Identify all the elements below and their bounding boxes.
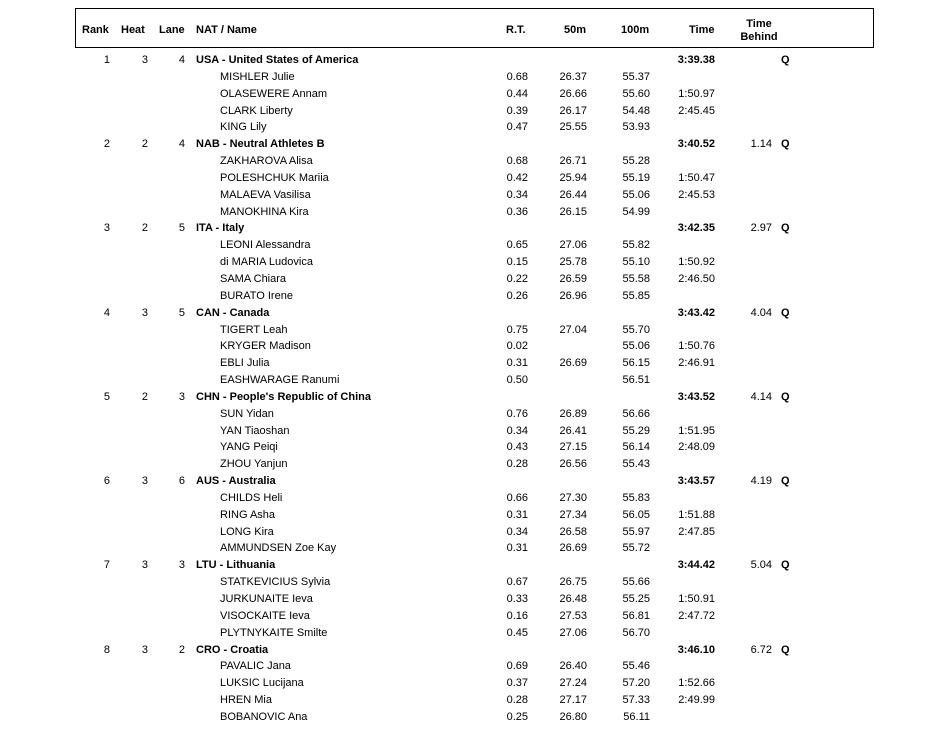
split-100m-cell: 55.72 [622, 542, 650, 555]
split-100m-cell: 56.05 [622, 508, 650, 521]
split-100m-cell: 57.20 [622, 677, 650, 690]
split-50m-cell: 26.69 [559, 542, 587, 555]
split-50m-cell: 26.17 [559, 104, 587, 117]
heat-header: Heat [121, 24, 145, 36]
cumulative-split-cell: 1:50.92 [678, 256, 715, 269]
team-name-cell: CRO - Croatia [196, 643, 269, 656]
split-50m-cell: 26.80 [559, 710, 587, 723]
reaction-time-cell: 0.76 [506, 407, 528, 420]
swimmer-row [0, 439, 944, 456]
swimmer-name-cell: CLARK Liberty [220, 104, 293, 117]
lane-cell: 4 [178, 138, 185, 151]
reaction-time-cell: 0.36 [506, 205, 528, 218]
cumulative-split-cell: 1:51.95 [678, 424, 715, 437]
team-row [0, 557, 944, 574]
reaction-time-cell: 0.67 [506, 576, 528, 589]
nat-name-header: NAT / Name [196, 24, 257, 36]
cumulative-split-cell: 1:50.91 [678, 593, 715, 605]
cumulative-split-cell: 2:48.09 [678, 441, 715, 454]
swimmer-name-cell: TIGERT Leah [220, 323, 288, 336]
swimmer-row [0, 507, 944, 524]
heat-cell: 2 [141, 138, 148, 151]
split-100m-cell: 55.29 [622, 424, 650, 437]
split-100m-cell: 55.06 [622, 340, 650, 353]
swimmer-row [0, 608, 944, 625]
split-50m-cell: 25.55 [559, 121, 587, 134]
swimmer-row [0, 204, 944, 221]
results-table-header [75, 8, 874, 48]
swimmer-row [0, 338, 944, 355]
results-table-body [0, 52, 944, 726]
swimmer-row [0, 709, 944, 726]
team-row [0, 473, 944, 490]
swimmer-name-cell: MANOKHINA Kira [220, 205, 309, 218]
heat-cell: 2 [141, 390, 148, 403]
swimmer-row [0, 675, 944, 692]
swimmer-row [0, 658, 944, 675]
swimmer-row [0, 119, 944, 136]
reaction-time-cell: 0.75 [506, 323, 528, 336]
swimmer-name-cell: di MARIA Ludovica [220, 256, 313, 269]
reaction-time-cell: 0.02 [506, 340, 528, 353]
100m-header: 100m [621, 24, 650, 36]
split-100m-cell: 56.14 [622, 441, 650, 454]
time-cell: 3:43.42 [677, 306, 715, 319]
swimmer-row [0, 170, 944, 187]
split-50m-cell: 26.66 [559, 87, 587, 100]
swimmer-name-cell: OLASEWERE Annam [220, 87, 327, 100]
reaction-time-cell: 0.45 [506, 626, 528, 639]
time-behind-header: Time Behind [740, 18, 778, 43]
split-100m-cell: 55.25 [622, 593, 650, 605]
time-cell: 3:42.35 [677, 222, 715, 235]
lane-cell: 5 [178, 306, 185, 319]
swimmer-row [0, 103, 944, 120]
swimmer-row [0, 591, 944, 608]
swimmer-name-cell: PAVALIC Jana [220, 660, 291, 673]
swimmer-name-cell: KRYGER Madison [220, 340, 311, 353]
split-100m-cell: 54.48 [622, 104, 650, 117]
reaction-time-cell: 0.34 [506, 525, 528, 538]
swimmer-row [0, 271, 944, 288]
time-behind-cell: 1.14 [750, 138, 772, 151]
rank-cell: 7 [103, 559, 110, 572]
swimmer-name-cell: EASHWARAGE Ranumi [220, 374, 340, 387]
qualification-mark: Q [781, 559, 790, 572]
swimmer-name-cell: LEONI Alessandra [220, 239, 311, 252]
reaction-time-cell: 0.26 [506, 289, 528, 302]
swimmer-name-cell: BOBANOVIC Ana [220, 710, 308, 723]
rank-cell: 5 [103, 390, 110, 403]
reaction-time-cell: 0.25 [506, 710, 528, 723]
swimmer-name-cell: BURATO Irene [220, 289, 293, 302]
swimmer-name-cell: MISHLER Julie [220, 70, 295, 83]
team-row [0, 642, 944, 659]
swimmer-row [0, 355, 944, 372]
cumulative-split-cell: 2:47.85 [678, 525, 715, 538]
swimmer-name-cell: LUKSIC Lucijana [220, 677, 304, 690]
time-behind-cell: 4.19 [750, 475, 772, 488]
time-cell: 3:40.52 [677, 138, 715, 151]
split-50m-cell: 27.06 [559, 239, 587, 252]
heat-cell: 3 [141, 559, 148, 572]
swimmer-name-cell: SAMA Chiara [220, 272, 287, 285]
split-100m-cell: 55.82 [622, 239, 650, 252]
split-50m-cell: 26.58 [559, 525, 587, 538]
cumulative-split-cell: 2:46.50 [678, 272, 715, 285]
swimmer-name-cell: CHILDS Heli [220, 491, 283, 504]
team-name-cell: AUS - Australia [196, 475, 276, 488]
split-100m-cell: 56.66 [622, 407, 650, 420]
swimmer-row [0, 692, 944, 709]
swimmer-name-cell: JURKUNAITE Ieva [220, 593, 313, 605]
cumulative-split-cell: 2:46.91 [678, 357, 715, 370]
swimmer-row [0, 153, 944, 170]
reaction-time-cell: 0.31 [506, 508, 528, 521]
split-100m-cell: 56.70 [622, 626, 650, 639]
swimmer-row [0, 254, 944, 271]
time-behind-cell: 5.04 [750, 559, 772, 572]
swimmer-row [0, 288, 944, 305]
team-name-cell: LTU - Lithuania [196, 559, 276, 572]
split-50m-cell: 26.56 [559, 458, 587, 471]
split-50m-cell: 26.37 [559, 70, 587, 83]
cumulative-split-cell: 1:52.66 [678, 677, 715, 690]
rank-cell: 4 [103, 306, 110, 319]
swimmer-row [0, 187, 944, 204]
split-50m-cell: 27.34 [559, 508, 587, 521]
split-100m-cell: 55.10 [622, 256, 650, 269]
time-behind-cell: 6.72 [750, 643, 772, 656]
lane-cell: 5 [178, 222, 185, 235]
swimmer-name-cell: ZAKHAROVA Alisa [220, 155, 313, 168]
lane-cell: 3 [178, 559, 185, 572]
reaction-time-cell: 0.50 [506, 374, 528, 387]
cumulative-split-cell: 2:47.72 [678, 609, 715, 622]
swimmer-row [0, 69, 944, 86]
swimmer-name-cell: KING Lily [220, 121, 267, 134]
50m-header: 50m [564, 24, 587, 36]
reaction-time-cell: 0.39 [506, 104, 528, 117]
reaction-time-cell: 0.68 [506, 70, 528, 83]
split-100m-cell: 56.15 [622, 357, 650, 370]
time-cell: 3:44.42 [677, 559, 715, 572]
swimmer-name-cell: RING Asha [220, 508, 276, 521]
split-50m-cell: 27.06 [559, 626, 587, 639]
split-50m-cell: 25.94 [559, 171, 587, 184]
split-100m-cell: 56.11 [623, 710, 650, 723]
cumulative-split-cell: 1:50.47 [678, 171, 715, 184]
cumulative-split-cell: 1:50.76 [678, 340, 715, 353]
heat-cell: 3 [141, 475, 148, 488]
reaction-time-cell: 0.22 [506, 272, 528, 285]
split-50m-cell: 26.41 [559, 424, 587, 437]
swimmer-name-cell: SUN Yidan [220, 407, 274, 420]
reaction-time-cell: 0.33 [506, 593, 528, 605]
swimmer-name-cell: POLESHCHUK Mariia [220, 171, 329, 184]
team-name-cell: NAB - Neutral Athletes B [196, 138, 325, 151]
split-50m-cell: 27.24 [559, 677, 587, 690]
time-header: Time [689, 24, 715, 36]
split-100m-cell: 56.51 [622, 374, 650, 387]
swimmer-name-cell: YANG Peiqi [220, 441, 278, 454]
split-50m-cell: 26.75 [559, 576, 587, 589]
split-100m-cell: 55.66 [622, 576, 650, 589]
reaction-time-cell: 0.28 [506, 458, 528, 471]
lane-cell: 3 [178, 390, 185, 403]
swimmer-row [0, 406, 944, 423]
reaction-time-cell: 0.31 [506, 542, 528, 555]
team-name-cell: ITA - Italy [196, 222, 245, 235]
split-100m-cell: 57.33 [622, 694, 650, 707]
split-50m-cell: 25.78 [559, 256, 587, 269]
swimmer-name-cell: EBLI Julia [220, 357, 270, 370]
cumulative-split-cell: 2:45.53 [678, 188, 715, 201]
reaction-time-cell: 0.34 [506, 188, 528, 201]
time-behind-cell: 4.04 [750, 306, 772, 319]
split-50m-cell: 26.15 [559, 205, 587, 218]
split-100m-cell: 55.46 [622, 660, 650, 673]
split-100m-cell: 55.70 [622, 323, 650, 336]
team-row [0, 52, 944, 69]
qualification-mark: Q [781, 222, 790, 235]
swimmer-row [0, 524, 944, 541]
time-behind-cell: 4.14 [750, 390, 772, 403]
team-row [0, 389, 944, 406]
heat-cell: 2 [141, 222, 148, 235]
swimmer-row [0, 237, 944, 254]
split-100m-cell: 55.28 [622, 155, 650, 168]
reaction-time-cell: 0.65 [506, 239, 528, 252]
rank-cell: 1 [103, 54, 110, 66]
team-name-cell: CAN - Canada [196, 306, 270, 319]
rt-header: R.T. [506, 24, 526, 36]
split-50m-cell: 26.44 [559, 188, 587, 201]
reaction-time-cell: 0.42 [506, 171, 528, 184]
swimmer-row [0, 456, 944, 473]
split-50m-cell: 27.53 [559, 609, 587, 622]
split-100m-cell: 55.97 [622, 525, 650, 538]
cumulative-split-cell: 1:50.97 [678, 87, 715, 100]
split-50m-cell: 26.59 [559, 272, 587, 285]
reaction-time-cell: 0.34 [506, 424, 528, 437]
time-cell: 3:39.38 [677, 54, 715, 66]
split-100m-cell: 55.58 [622, 272, 650, 285]
time-cell: 3:46.10 [677, 643, 715, 656]
heat-cell: 3 [141, 643, 148, 656]
swimmer-name-cell: HREN Mia [220, 694, 272, 707]
qualification-mark: Q [781, 306, 790, 319]
split-100m-cell: 55.19 [622, 171, 650, 184]
cumulative-split-cell: 2:45.45 [678, 104, 715, 117]
reaction-time-cell: 0.47 [506, 121, 528, 134]
split-100m-cell: 55.43 [622, 458, 650, 471]
time-cell: 3:43.57 [677, 475, 715, 488]
swimmer-name-cell: YAN Tiaoshan [220, 424, 290, 437]
swimmer-row [0, 372, 944, 389]
team-row [0, 305, 944, 322]
swimmer-row [0, 625, 944, 642]
swimmer-name-cell: ZHOU Yanjun [220, 458, 288, 471]
qualification-mark: Q [781, 643, 790, 656]
lane-cell: 2 [178, 643, 185, 656]
split-50m-cell: 26.71 [559, 155, 587, 168]
reaction-time-cell: 0.37 [506, 677, 528, 690]
rank-cell: 8 [103, 643, 110, 656]
reaction-time-cell: 0.43 [506, 441, 528, 454]
reaction-time-cell: 0.15 [506, 256, 528, 269]
rank-cell: 3 [103, 222, 110, 235]
swimmer-row [0, 322, 944, 339]
swimmer-name-cell: STATKEVICIUS Sylvia [220, 576, 331, 589]
split-100m-cell: 56.81 [622, 609, 650, 622]
split-100m-cell: 55.06 [622, 188, 650, 201]
reaction-time-cell: 0.68 [506, 155, 528, 168]
heat-cell: 3 [141, 54, 148, 66]
team-row [0, 136, 944, 153]
split-100m-cell: 55.60 [622, 87, 650, 100]
reaction-time-cell: 0.16 [506, 609, 528, 622]
time-cell: 3:43.52 [677, 390, 715, 403]
cumulative-split-cell: 2:49.99 [678, 694, 715, 707]
split-100m-cell: 55.83 [622, 491, 650, 504]
swimmer-name-cell: MALAEVA Vasilisa [220, 188, 311, 201]
split-100m-cell: 55.85 [622, 289, 650, 302]
swimmer-row [0, 540, 944, 557]
split-50m-cell: 27.17 [559, 694, 587, 707]
split-100m-cell: 53.93 [622, 121, 650, 134]
split-50m-cell: 26.69 [559, 357, 587, 370]
split-100m-cell: 55.37 [622, 70, 650, 83]
swimmer-name-cell: PLYTNYKAITE Smilte [220, 626, 328, 639]
lane-cell: 4 [178, 54, 185, 66]
split-100m-cell: 54.99 [622, 205, 650, 218]
swimmer-name-cell: AMMUNDSEN Zoe Kay [220, 542, 337, 555]
lane-cell: 6 [178, 475, 185, 488]
split-50m-cell: 27.15 [559, 441, 587, 454]
qualification-mark: Q [781, 390, 790, 403]
rank-header: Rank [82, 24, 109, 36]
split-50m-cell: 26.96 [559, 289, 587, 302]
reaction-time-cell: 0.31 [506, 357, 528, 370]
rank-cell: 6 [103, 475, 110, 488]
heat-cell: 3 [141, 306, 148, 319]
lane-header: Lane [159, 24, 185, 36]
split-50m-cell: 26.48 [559, 593, 587, 605]
swimmer-row [0, 86, 944, 103]
swimmer-row [0, 423, 944, 440]
time-behind-cell: 2.97 [750, 222, 772, 235]
reaction-time-cell: 0.69 [506, 660, 528, 673]
swimmer-name-cell: VISOCKAITE Ieva [220, 609, 310, 622]
swimmer-row [0, 574, 944, 591]
split-50m-cell: 27.30 [559, 491, 587, 504]
qualification-mark: Q [781, 54, 790, 66]
team-name-cell: CHN - People's Republic of China [196, 390, 371, 403]
split-50m-cell: 26.40 [559, 660, 587, 673]
swimmer-row [0, 490, 944, 507]
split-50m-cell: 27.04 [559, 323, 587, 336]
reaction-time-cell: 0.28 [506, 694, 528, 707]
qualification-mark: Q [781, 138, 790, 151]
rank-cell: 2 [103, 138, 110, 151]
swimmer-name-cell: LONG Kira [220, 525, 274, 538]
team-row [0, 220, 944, 237]
reaction-time-cell: 0.66 [506, 491, 528, 504]
qualification-mark: Q [781, 475, 790, 488]
split-50m-cell: 26.89 [559, 407, 587, 420]
cumulative-split-cell: 1:51.88 [678, 508, 715, 521]
team-name-cell: USA - United States of America [196, 54, 359, 66]
reaction-time-cell: 0.44 [506, 87, 528, 100]
